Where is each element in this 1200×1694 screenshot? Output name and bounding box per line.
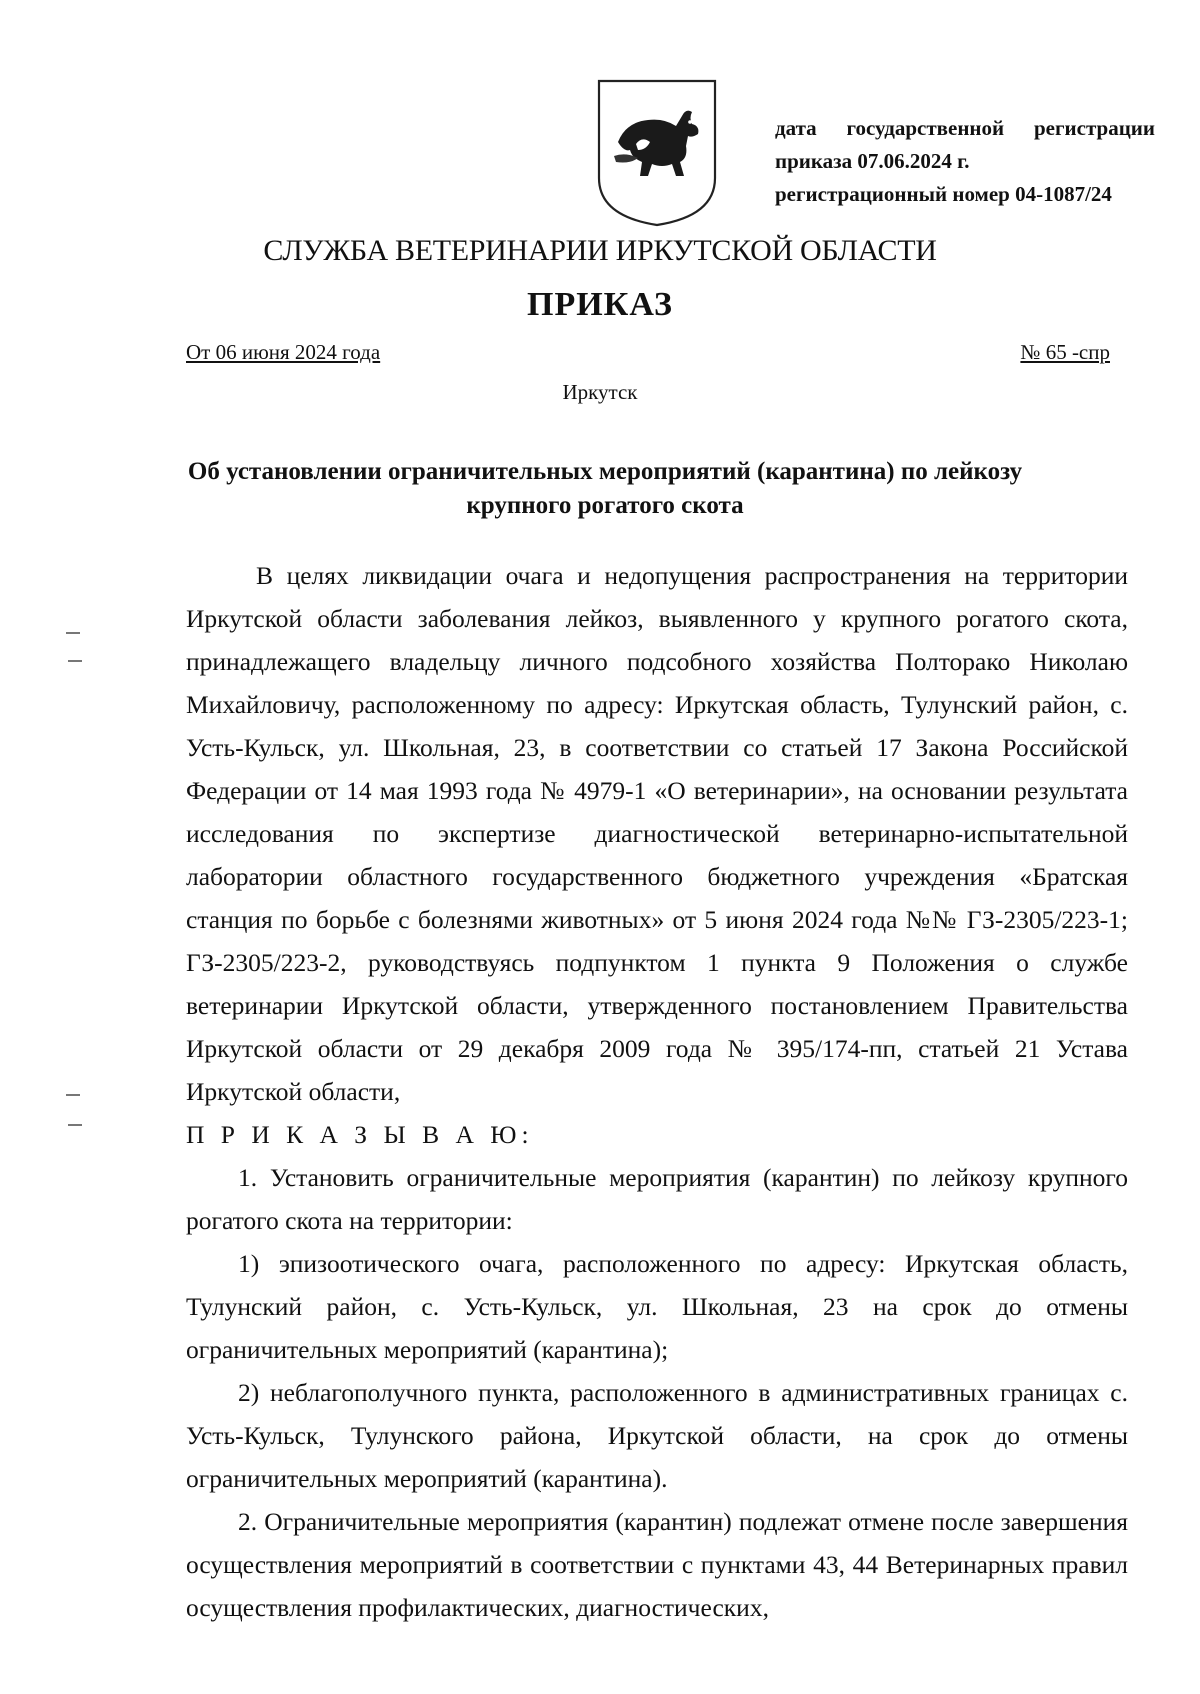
preamble-paragraph: В целях ликвидации очага и недопущения распространения на территории Иркутской области заболевания лейкоз, выявленного у крупного рогатого скота, принадлежащего владельцу личного подсобного хозяйства Полторако Николаю Михайловичу, расположенному по адресу: Иркутская область, Тулунский район, с. Усть-Кульск, ул. Школьная, 23, в соответствии со статьей 17 Закона Российской Федерации от 14 мая 1993 года № 4979-1 «О ветеринарии», на основании результата исследования по экспертизе диагностической ветеринарно-испытательной лаборатории областного государственного бюджетного учреждения «Братская станция по борьбе с болезнями животных» от 5 июня 2024 года №№ ГЗ-2305/223-1; ГЗ-2305/223-2, руководствуясь подпунктом 1 пункта 9 Положения о службе ветеринарии Иркутской области, утвержденного постановлением Правительства Иркутской области от 29 декабря 2009 года № 395/174-пп, статьей 21 Устава Иркутской области, bbox=[186, 561, 1128, 1106]
order-date: От 06 июня 2024 года bbox=[186, 340, 381, 364]
registration-number: регистрационный номер 04-1087/24 bbox=[775, 182, 1112, 206]
order-item-1: 1. Установить ограничительные мероприятия (карантин) по лейкозу крупного рогатого скота на территории: bbox=[186, 1163, 1128, 1235]
agency-name: СЛУЖБА ВЕТЕРИНАРИИ ИРКУТСКОЙ ОБЛАСТИ bbox=[263, 234, 937, 267]
margin-mark bbox=[66, 632, 80, 634]
coat-of-arms-emblem bbox=[596, 78, 718, 228]
document-type: ПРИКАЗ bbox=[527, 286, 673, 323]
order-item-2: 2. Ограничительные мероприятия (карантин) подлежат отмене после завершения осуществления мероприятий в соответствии с пунктами 43, 44 Ветеринарных правил осуществления профилактических, диагностических, bbox=[186, 1507, 1128, 1622]
registration-note bbox=[775, 112, 1155, 211]
margin-mark bbox=[68, 1124, 82, 1126]
margin-mark bbox=[68, 660, 82, 662]
order-subitem-2: 2) неблагополучного пункта, расположенного в административных границах с. Усть-Кульск, Тулунского района, Иркутской области, на срок до отмены ограничительных мероприятий (карантина). bbox=[186, 1378, 1128, 1493]
order-body bbox=[186, 554, 1128, 1629]
order-subject: Об установлении ограничительных мероприятий (карантина) по лейкозу крупного рогатого скота bbox=[187, 458, 1023, 519]
coat-of-arms-icon bbox=[596, 78, 718, 228]
registration-word: дата bbox=[775, 116, 817, 140]
margin-mark bbox=[66, 1094, 80, 1096]
registration-line-2: приказа 07.06.2024 г. bbox=[775, 149, 970, 173]
order-city: Иркутск bbox=[562, 380, 638, 404]
registration-word: регистрации bbox=[1033, 116, 1155, 140]
order-word: П Р И К А З Ы В А Ю: bbox=[186, 1120, 534, 1149]
registration-word: государственной bbox=[846, 116, 1005, 140]
order-number: № 65 -спр bbox=[1020, 340, 1110, 364]
registration-line-1 bbox=[775, 112, 1155, 145]
order-subitem-1: 1) эпизоотического очага, расположенного по адресу: Иркутская область, Тулунский район, с. Усть-Кульск, ул. Школьная, 23 на срок до отмены ограничительных мероприятий (карантина); bbox=[186, 1249, 1128, 1364]
